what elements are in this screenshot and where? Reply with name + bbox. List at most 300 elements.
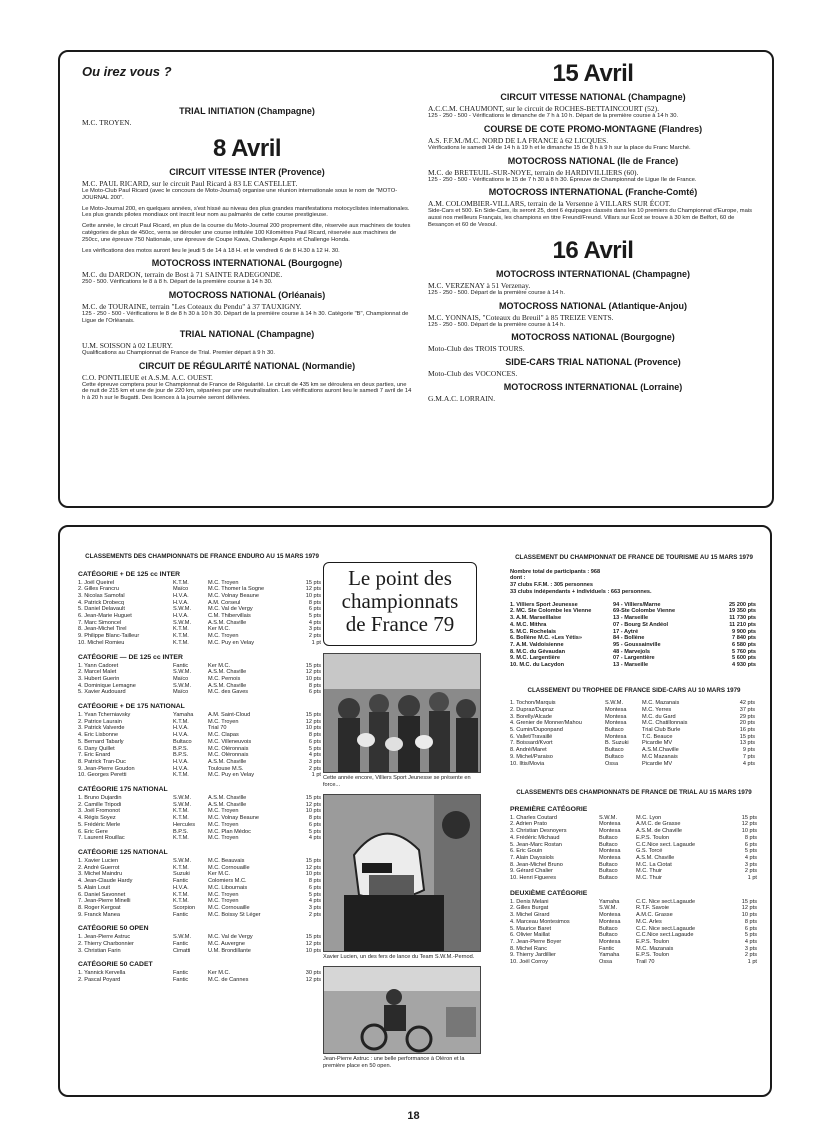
table-cell: Bultaco [599, 875, 618, 882]
table-cell: C.C. Nice sect.Lagaude [636, 898, 696, 905]
table-row [78, 970, 321, 977]
points-cell: 20 pts [739, 720, 755, 727]
right-standings-column [510, 554, 758, 966]
table-cell: U.M. Brondillante [208, 947, 251, 954]
table-cell: 8. M.C. du Gévaudan [510, 648, 566, 655]
points-cell: 4 930 pts [732, 662, 756, 669]
meta-line: dont : [510, 575, 526, 582]
points-cell: 29 pts [739, 713, 755, 720]
section-title: CLASSEMENTS DES CHAMPIONNATS DE FRANCE ENDURO AU 15 MARS 1979 [85, 553, 319, 560]
table-cell: A.M.C. Grasse [636, 912, 673, 919]
points-cell: 5 pts [744, 848, 757, 855]
table-cell: A.S.M. Chaville [208, 669, 247, 676]
table-cell: Montesa [599, 848, 621, 855]
table-row [78, 613, 321, 620]
table-cell: 6. Bollène M.C. «Les Yétis» [510, 635, 583, 642]
table-cell: Trial 70 [208, 725, 227, 732]
event-title: TRIAL INITIATION (Champagne) [179, 106, 315, 116]
table-cell: 8. Michel Ranc [510, 945, 547, 952]
points-cell: 15 pts [739, 733, 755, 740]
table-cell: S.W.M. [599, 814, 618, 821]
table-cell: Toulouse M.S. [208, 765, 244, 772]
points-cell: 6 pts [308, 738, 321, 745]
table-cell: Fantic [173, 941, 189, 948]
table-cell: 1. Jean-Pierre Astruc [78, 934, 131, 941]
table-cell: 3. Michel Girard [510, 912, 550, 919]
agenda-left-column [82, 92, 412, 404]
table-cell: S.W.M. [173, 801, 192, 808]
points-cell: 5 760 pts [732, 648, 756, 655]
table-cell: Fantic [173, 970, 189, 977]
points-cell: 2 pts [744, 952, 757, 959]
event-details: Le Moto-Club Paul Ricard (avec le concours de Moto-Journal) organise une réunion internationale sous le nom de "MOTO-JOURNAL 200". [82, 188, 398, 201]
table-cell: K.T.M. [173, 772, 189, 779]
table-row [78, 683, 321, 690]
points-cell: 16 pts [739, 727, 755, 734]
table-row [510, 939, 757, 946]
table-cell: 8. Patrick Tran-Duc [78, 758, 126, 765]
points-cell: 12 pts [305, 669, 321, 676]
event-title: MOTOCROSS INTERNATIONAL (Champagne) [495, 268, 690, 279]
table-row [78, 802, 321, 809]
event-organizer: Moto-Club des VOCONCES. [428, 369, 518, 379]
points-cell: 12 pts [741, 905, 757, 912]
table-cell: M.C. Mazanais [636, 945, 674, 952]
table-cell: M.C. Pernois [208, 675, 241, 682]
table-row [78, 892, 321, 899]
table-cell: K.T.M. [173, 626, 189, 633]
table-cell: T.C. Beauce [642, 733, 673, 740]
table-cell: 5. Alain Louit [78, 884, 111, 891]
table-cell: C.C.Nice sect.Lagaude [636, 932, 694, 939]
event-organizer: M.C. du DARDON, terrain de Bost à 71 SAINTE RADEGONDE. [82, 270, 283, 280]
agenda-right-column [428, 58, 758, 403]
points-cell: 7 840 pts [732, 635, 756, 642]
table-row [510, 622, 756, 629]
points-cell: 13 pts [739, 740, 755, 747]
table-row [78, 732, 321, 739]
table-cell: 5. Frédéric Merle [78, 821, 121, 828]
table-row [78, 580, 321, 587]
table-row [78, 941, 321, 948]
points-cell: 3 pts [308, 626, 321, 633]
enduro-category-table [78, 663, 321, 697]
table-row [510, 707, 755, 714]
table-cell: M.C. Volnay Beaune [208, 592, 259, 599]
table-cell: M.C. Chatillonnais [642, 720, 688, 727]
table-cell: 2. Pascal Poyard [78, 977, 121, 984]
table-cell: B.P.S. [173, 745, 189, 752]
date-heading: 15 Avril [552, 60, 634, 87]
table-cell: G.S. Torcé [636, 848, 663, 855]
table-row [78, 878, 321, 885]
points-cell: 15 pts [741, 814, 757, 821]
table-cell: 8. Jean-Michel Tirel [78, 626, 127, 633]
table-cell: 1. Yannick Kervella [78, 970, 126, 977]
table-cell: C.C.Nice sect. Lagaude [636, 841, 696, 848]
logo-line: championnats [341, 589, 459, 613]
points-cell: 2 pts [308, 765, 321, 772]
table-cell: M.C. de Cannes [208, 977, 249, 984]
table-row [78, 829, 321, 836]
table-cell: 1. Bruno Dujardin [78, 795, 122, 802]
table-cell: 4. Régis Soyez [78, 815, 116, 822]
table-cell: A.S.M. Chaville [208, 801, 247, 808]
table-cell: A.S.M. Chaville [636, 854, 675, 861]
points-cell: 4 pts [308, 835, 321, 842]
table-cell: Ker M.C. [208, 662, 231, 669]
points-cell: 5 pts [308, 828, 321, 835]
table-cell: 2. Adrien Prato [510, 821, 548, 828]
enduro-category-table [78, 580, 321, 647]
points-cell: 8 pts [308, 682, 321, 689]
table-cell: M.C. La Ciotat [636, 861, 672, 868]
event-organizer: C.O. PONTLIEUE et A.S.M. A.C. OUEST. [82, 372, 213, 382]
table-cell: A.S.M. Chaville [208, 758, 247, 765]
table-cell: 10. Michel Romieu [78, 639, 125, 646]
table-cell: 9. Michel/Paraiso [510, 753, 553, 760]
points-cell: 15 pts [305, 712, 321, 719]
table-cell: Yamaha [173, 712, 194, 719]
table-row [510, 952, 757, 959]
table-cell: A.S.M. Chaville [208, 619, 247, 626]
table-row [510, 761, 755, 768]
date-heading: 8 Avril [212, 135, 282, 162]
table-cell: Montesa [599, 821, 621, 828]
table-cell: 8. Jean-Michel Bruno [510, 861, 563, 868]
table-cell: 8. André/Maret [510, 747, 547, 754]
table-row [78, 948, 321, 955]
table-cell: 7. Laurent Rouillac [78, 835, 125, 842]
table-cell: M.C. Troyen [208, 835, 239, 842]
points-cell: 10 pts [305, 871, 321, 878]
table-cell: Montesa [599, 828, 621, 835]
table-cell: A.M.C. de Grasse [636, 821, 681, 828]
table-cell: S.W.M. [173, 682, 192, 689]
points-cell: 12 pts [305, 586, 321, 593]
table-cell: Ker M.C. [208, 970, 231, 977]
photo-caption: Xavier Lucien, un des fers de lance du Team S.W.M.-Pernod. [323, 954, 475, 961]
table-cell: 2. Thierry Charbonnier [78, 941, 134, 948]
table-cell: 4. Jean-Claude Hardy [78, 878, 133, 885]
table-cell: Bultaco [605, 727, 624, 734]
event-details: Cette année, le circuit Paul Ricard, en plus de la course du Moto-Journal 200 proprement dite, réservée aux machines de toutes catégories de plus de 450cc, verra se dérouler une course intitulée 100 Kilomètres Paul Ricard, réservée aux machines de 250cc, une épreuve 750 Nationale, une épreuve de Coupe Kawa, Challenge Aspès et Challenge Honda. [82, 223, 411, 243]
points-cell: 12 pts [741, 821, 757, 828]
table-cell: M.C. Troyen [208, 898, 239, 905]
table-cell: Montesa [599, 918, 621, 925]
table-cell: 6. Daniel Savonnet [78, 891, 126, 898]
table-row [510, 821, 757, 828]
table-row [510, 926, 757, 933]
points-cell: 12 pts [305, 718, 321, 725]
table-row [510, 828, 757, 835]
points-cell: 4 pts [742, 760, 755, 767]
points-cell: 3 pts [308, 904, 321, 911]
table-cell: 7. Jean-Pierre Minelli [78, 898, 131, 905]
table-cell: 2. Marcel Malet [78, 669, 117, 676]
table-cell: Bultaco [605, 753, 624, 760]
table-cell: K.T.M. [173, 579, 189, 586]
table-cell: 1. Yvan Tcherniavsky [78, 712, 131, 719]
page-number: 18 [407, 1110, 420, 1122]
table-row [78, 772, 321, 779]
table-cell: 9. Jean-Pierre Goudon [78, 765, 135, 772]
event-title: MOTOCROSS NATIONAL (Orléanais) [168, 290, 326, 301]
table-cell: 5. M.C. Rochelais [510, 628, 557, 635]
table-row [510, 740, 755, 747]
table-cell: 9. Philippe Blanc-Tailleur [78, 633, 140, 640]
table-cell: 7. Jean-Pierre Boyer [510, 939, 562, 945]
table-row [78, 795, 321, 802]
event-title: MOTOCROSS NATIONAL (Bourgogne) [511, 332, 675, 343]
table-cell: Maïco [173, 675, 189, 682]
table-cell: M.C. Auvergne [208, 941, 245, 948]
table-row [78, 858, 321, 865]
table-cell: 07 - Bourg St Andéol [613, 621, 669, 628]
table-cell: Montesa [605, 720, 627, 727]
table-cell: M.C. Troyen [208, 579, 239, 586]
table-row [510, 608, 756, 615]
points-cell: 5 pts [744, 932, 757, 939]
table-cell: 95 - Goussainville [613, 641, 661, 648]
table-row [510, 835, 757, 842]
table-cell: K.T.M. [173, 898, 189, 905]
table-cell: 5. Cumin/Duponpand [510, 727, 563, 734]
points-cell: 7 pts [742, 753, 755, 760]
table-cell: Fantic [173, 878, 189, 885]
table-cell: Ker M.C. [208, 626, 231, 633]
points-cell: 6 pts [308, 821, 321, 828]
table-row [78, 633, 321, 640]
table-row [78, 808, 321, 815]
event-details: Vérifications le samedi 14 de 14 h à 19 h et le dimanche 15 de 8 h à 9 h sur la place du Franc Marché. [428, 144, 691, 151]
table-row [78, 626, 321, 633]
table-row [510, 629, 756, 636]
event-title: CIRCUIT VITESSE NATIONAL (Champagne) [500, 92, 686, 102]
trial-first-category-table [510, 815, 757, 882]
table-cell: H.V.A. [173, 884, 189, 891]
enduro-category-table [78, 712, 321, 779]
table-cell: 5. Xavier Audouard [78, 689, 126, 696]
event-title: COURSE DE COTE PROMO-MONTAGNE (Flandres) [483, 123, 703, 134]
table-cell: 3. Christian Farin [78, 947, 121, 954]
table-cell: M.C Mazanais [642, 753, 678, 760]
points-cell: 5 pts [308, 745, 321, 752]
table-cell: S.W.M. [605, 700, 624, 707]
table-cell: Picardie MV [642, 740, 673, 747]
table-cell: Montesa [599, 912, 621, 919]
rider-photo-graphic [324, 795, 480, 951]
table-cell: 48 - Marvejols [613, 648, 650, 655]
table-cell: 2. Camille Tripodi [78, 801, 122, 808]
points-cell: 6 pts [308, 884, 321, 891]
points-cell: 6 pts [308, 606, 321, 613]
category-heading: CATÉGORIE — DE 125 cc INTER [78, 653, 183, 661]
logo-line: Le point des [348, 566, 452, 590]
table-cell: M.C. Plan Médoc [208, 828, 251, 835]
table-row [78, 725, 321, 732]
table-row [78, 676, 321, 683]
table-cell: M.C. Volnay Beaune [208, 815, 259, 822]
table-row [78, 746, 321, 753]
table-row [78, 689, 321, 696]
table-row [78, 934, 321, 941]
table-cell: 6. Dany Quillet [78, 745, 115, 752]
table-cell: Trail 70 [636, 959, 655, 966]
table-cell: Fantic [173, 977, 189, 984]
points-cell: 1 pt [311, 772, 321, 779]
table-cell: M.C. Troyen [208, 821, 239, 828]
table-row [510, 655, 756, 662]
table-cell: Suzuki [173, 871, 190, 878]
table-cell: M.C. Clapas [208, 732, 239, 739]
table-cell: K.T.M. [173, 891, 189, 898]
table-cell: S.W.M. [599, 905, 618, 912]
table-cell: M.C. Arles [636, 918, 662, 925]
event-title: SIDE-CARS TRIAL NATIONAL (Provence) [505, 357, 681, 368]
table-cell: Picardie MV [642, 760, 673, 767]
points-cell: 5 pts [308, 891, 321, 898]
table-cell: 3. Hubert Guerin [78, 675, 120, 682]
points-cell: 2 pts [744, 868, 757, 875]
event-organizer: A.M. COLOMBIER-VILLARS, terrain de la Versenne à VILLARS SUR ÉCOT. [428, 199, 671, 209]
points-cell: 15 pts [305, 579, 321, 586]
points-cell: 1 pt [311, 639, 321, 646]
points-cell: 15 pts [305, 934, 321, 941]
tourism-meta [510, 569, 758, 596]
event-details: Cette épreuve comptera pour le Championnat de France de Régularité. Le circuit de 435 km se déroulera en deux parties, une de nuit de 215 km et une de jour de 220 km, séparées par une neutralisation. Les vérifications auront lieu le samedi 7 avril de 14 h à 20 h sur le Bugatti. Des licences à la journée seront délivrées. [82, 381, 412, 402]
table-row [78, 600, 321, 607]
event-details: Les vérifications des motos auront lieu le jeudi 5 de 14 à 18 H. et le vendredi 6 de 8 H.30 à 12 H. 30. [82, 247, 340, 254]
category-heading: PREMIÈRE CATÉGORIE [510, 805, 588, 813]
event-details: Side-Cars et 500. En Side-Cars, ils seront 25, dont 6 équipages classés dans les 10 premiers du Championnat d'Europe, mais aussi nos meilleurs Français, les champions en titre Freund/Freund. Villars sur Écot se trouve à 30 km de Belfort, 60 de Besançon et 60 de Vesoul. [428, 208, 752, 228]
table-cell: Montesa [605, 706, 627, 713]
table-cell: M.C. Oléronnais [208, 752, 249, 759]
table-row [78, 669, 321, 676]
table-row [510, 842, 757, 849]
table-cell: M.C. Beauvais [208, 858, 245, 864]
table-row [78, 865, 321, 872]
table-cell: M.C. Oléronnais [208, 745, 249, 752]
points-cell: 4 pts [744, 854, 757, 861]
table-cell: E.P.S. Toulon [636, 939, 670, 945]
table-cell: M.C. Lyon [636, 814, 662, 821]
event-details: Qualifications au Championnat de France de Trial. Premier départ à 9 h 30. [82, 349, 276, 356]
photo-astruc [323, 966, 481, 1054]
photo-xavier-lucien [323, 794, 481, 952]
event-organizer: U.M. SOISSON à 02 LEURY. [82, 340, 173, 350]
event-details: 250 - 500. Vérifications le 8 à 8 h. Départ de la première course à 14 h 30. [82, 279, 273, 286]
event-organizer: M.C. de BRETEUIL-SUR-NOYE, terrain de HARDIVILLIERS (60). [428, 167, 639, 177]
table-cell: H.V.A. [173, 599, 189, 606]
table-row [510, 662, 756, 669]
table-row [510, 932, 757, 939]
table-cell: 2. André Guerrot [78, 864, 120, 871]
table-cell: M.C. Mazanais [642, 700, 680, 707]
event-organizer: A.S. F.F.M./M.C. NORD DE LA FRANCE à 62 LICQUES. [428, 135, 609, 145]
table-cell: 1. Tochon/Marquis [510, 700, 556, 707]
event-details: Le Moto-Journal 200, en quelques années, s'est hissé au niveau des plus grandes manifestations motocyclistes internationales. Les plus grands pilotes mondiaux ont inscrit leur nom au palmarès de cette course prestigieuse. [82, 205, 410, 219]
table-row [510, 754, 755, 761]
table-row [78, 712, 321, 719]
trial-second-category-table [510, 899, 757, 966]
table-row [78, 912, 321, 919]
meta-line: 33 clubs indépendants + individuels : 663 personnes. [510, 588, 652, 595]
points-cell: 10 pts [305, 592, 321, 599]
event-title: CIRCUIT DE RÉGULARITÉ NATIONAL (Normandie) [138, 360, 356, 371]
points-cell: 8 pts [308, 878, 321, 885]
table-cell: 4. Grenier de Monner/Mahou [510, 720, 582, 727]
table-cell: Ossa [599, 959, 613, 966]
table-row [510, 642, 756, 649]
points-cell: 1 pt [747, 959, 757, 966]
table-cell: K.T.M. [173, 864, 189, 871]
table-cell: Bultaco [599, 861, 618, 868]
table-cell: 2. Dupraz/Dupraz [510, 706, 554, 713]
table-cell: S.W.M. [173, 619, 192, 626]
event-organizer: M.C. VERZENAY à 51 Verzenay. [428, 280, 531, 290]
points-cell: 6 pts [744, 925, 757, 932]
table-cell: 3. Christian Desnoyers [510, 828, 567, 835]
table-cell: M.C. Villeneuvois [208, 738, 252, 745]
table-cell: 7. Alain Dayssiols [510, 854, 554, 861]
table-row [510, 862, 757, 869]
table-cell: M.C. du Gard [642, 713, 676, 720]
championnats-logo [323, 562, 477, 646]
points-cell: 3 pts [744, 861, 757, 868]
table-row [510, 747, 755, 754]
table-row [78, 739, 321, 746]
points-cell: 15 pts [741, 898, 757, 905]
table-cell: 4. Frédéric Michaud [510, 834, 560, 841]
table-cell: 5. Bernard Tabarly [78, 738, 124, 745]
table-cell: 10. Iltis/Movia [510, 760, 545, 767]
table-row [78, 835, 321, 842]
table-cell: H.V.A. [173, 592, 189, 599]
event-organizer: A.C.C.M. CHAUMONT, sur le circuit de ROCHES-BETTAINCOURT (52). [428, 104, 659, 113]
table-row [510, 720, 755, 727]
points-cell: 4 pts [308, 752, 321, 759]
table-cell: 7. A.M. Valdoisienne [510, 641, 564, 648]
table-row [78, 593, 321, 600]
table-cell: M.C. Thomer la Sogne [208, 586, 265, 593]
table-cell: A.M. Saint-Cloud [208, 712, 251, 719]
table-cell: H.V.A. [173, 758, 189, 765]
points-cell: 9 900 pts [732, 628, 756, 635]
table-row [78, 606, 321, 613]
table-cell: A.S.M. Chaville [208, 795, 247, 802]
table-cell: S.W.M. [173, 669, 192, 676]
table-cell: 1. Xavier Lucien [78, 858, 119, 864]
event-details: 125 - 250 - 500. Départ de la première course à 14 h. [428, 289, 565, 296]
table-cell: Colomiers M.C. [208, 878, 247, 885]
points-cell: 4 pts [308, 619, 321, 626]
table-cell: 6. Olivier Maillat [510, 932, 550, 939]
points-cell: 6 580 pts [732, 641, 756, 648]
category-heading: CATÉGORIE 125 NATIONAL [78, 849, 168, 856]
points-cell: 9 pts [742, 747, 755, 754]
event-details: 125 - 250 - 500 - Vérifications le 15 de 7 h 30 à 8 h 30. Épreuve de Championnat de Ligue Ile de France. [428, 176, 697, 183]
table-cell: Bultaco [599, 925, 618, 932]
table-cell: Bultaco [605, 747, 624, 754]
table-cell: A.S.M. Chaville [208, 682, 247, 689]
event-details: 125 - 250 - 500 - Vérifications le 8 de 8 h 30 à 10 h 30. Départ de la première course à 14 h 30. Catégorie "B", Championnat de Ligue de l'Orléanais. [82, 311, 409, 324]
points-cell: 3 pts [744, 945, 757, 952]
table-cell: M.C. Puy en Velay [208, 772, 255, 779]
points-cell: 5 600 pts [732, 655, 756, 662]
table-cell: M.C. Cornouaille [208, 904, 250, 911]
crowd-photo-graphic [324, 654, 480, 772]
